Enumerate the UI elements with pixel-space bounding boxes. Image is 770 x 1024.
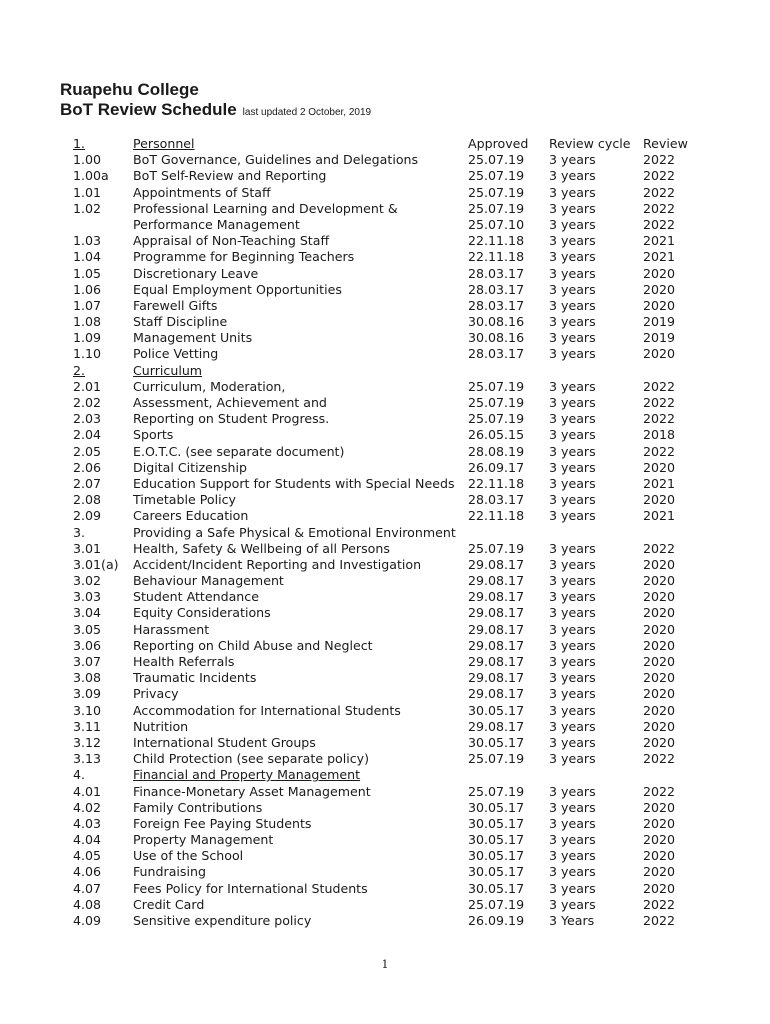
section-header-row — [0, 136, 770, 152]
policy-title: E.O.T.C. (see separate document) — [133, 443, 345, 459]
approved-date: 30.08.16 — [468, 330, 525, 346]
table-row — [0, 314, 770, 330]
table-row — [0, 249, 770, 265]
review-year: 2022 — [643, 443, 676, 459]
table-row — [0, 395, 770, 411]
review-year: 2020 — [643, 281, 676, 297]
review-year: 2020 — [643, 346, 676, 362]
review-year: 2020 — [643, 702, 676, 718]
approved-date: 30.05.17 — [468, 815, 525, 831]
approved-date: 25.07.19 — [468, 411, 525, 427]
item-number: 1.03 — [73, 233, 102, 249]
table-row — [0, 152, 770, 168]
policy-title: Credit Card — [133, 896, 205, 912]
review-cycle: 3 years — [549, 815, 596, 831]
review-cycle: Review cycle — [549, 136, 631, 151]
policy-title: Property Management — [133, 832, 274, 848]
review-year: 2020 — [643, 848, 676, 864]
review-cycle: 3 years — [549, 654, 596, 669]
approved-date: 29.08.17 — [468, 654, 525, 669]
policy-title: Personnel — [133, 136, 195, 151]
section-header-row — [0, 363, 770, 379]
item-number: 2.01 — [73, 378, 102, 394]
review-cycle: 3 years — [549, 216, 596, 232]
item-number: 2.03 — [73, 411, 102, 427]
review-cycle: 3 years — [549, 265, 596, 281]
approved-date: 28.03.17 — [468, 346, 525, 362]
approved-date: 25.07.19 — [468, 184, 525, 200]
policy-title: Financial and Property Management — [133, 767, 361, 783]
table-row — [0, 719, 770, 735]
policy-title: Performance Management — [133, 216, 300, 232]
review-year: 2020 — [643, 265, 676, 281]
table-row — [0, 476, 770, 492]
approved-date: 30.05.17 — [468, 864, 525, 880]
review-year: 2022 — [643, 913, 676, 928]
approved-date: 30.05.17 — [468, 832, 525, 848]
review-year: 2021 — [643, 249, 676, 265]
table-row — [0, 897, 770, 913]
item-number: 3.01(a) — [73, 556, 119, 572]
review-cycle: 3 years — [549, 573, 596, 589]
review-year: 2022 — [643, 152, 676, 168]
policy-title: Sensitive expenditure policy — [133, 913, 312, 928]
item-number: 4.08 — [73, 896, 102, 912]
approved-date: Approved — [468, 136, 529, 151]
policy-title: International Student Groups — [133, 734, 316, 750]
review-year: 2020 — [643, 492, 676, 508]
review-cycle: 3 years — [549, 556, 596, 572]
review-cycle: 3 years — [549, 718, 596, 734]
review-cycle: 3 years — [549, 637, 596, 653]
review-cycle: 3 years — [549, 589, 596, 605]
approved-date: 29.08.17 — [468, 637, 525, 653]
review-cycle: 3 years — [549, 395, 596, 410]
section-header-row — [0, 767, 770, 783]
policy-title: Digital Citizenship — [133, 459, 247, 475]
item-number: 3.02 — [73, 573, 102, 589]
table-row — [0, 492, 770, 508]
policy-title: Use of the School — [133, 848, 244, 864]
item-number: 1.04 — [73, 249, 102, 265]
item-number: 3.07 — [73, 654, 102, 669]
approved-date: 29.08.17 — [468, 670, 525, 686]
item-number: 3.09 — [73, 686, 102, 702]
table-row — [0, 605, 770, 621]
review-cycle: 3 years — [549, 184, 596, 200]
review-year: 2021 — [643, 475, 676, 491]
item-number: 1.01 — [73, 184, 102, 200]
table-row — [0, 444, 770, 460]
last-updated: last updated 2 October, 2019 — [242, 107, 372, 118]
page-number: 1 — [381, 958, 389, 971]
item-number: 2. — [73, 362, 86, 378]
approved-date: 22.11.18 — [468, 475, 525, 491]
table-row — [0, 201, 770, 217]
policy-title: Police Vetting — [133, 346, 219, 362]
review-year: 2020 — [643, 686, 676, 702]
review-year: 2020 — [643, 621, 676, 637]
item-number: 2.05 — [73, 443, 102, 459]
review-cycle: 3 years — [549, 475, 596, 491]
approved-date: 25.07.19 — [468, 783, 525, 799]
policy-title: Discretionary Leave — [133, 265, 259, 281]
review-cycle: 3 years — [549, 848, 596, 864]
policy-title: Timetable Policy — [133, 492, 236, 508]
policy-title: Privacy — [133, 686, 179, 702]
approved-date: 25.07.19 — [468, 168, 525, 184]
policy-title: Foreign Fee Paying Students — [133, 815, 312, 831]
table-row — [0, 735, 770, 751]
review-year: 2022 — [643, 751, 676, 767]
policy-title: Sports — [133, 427, 174, 443]
review-cycle: 3 years — [549, 799, 596, 815]
policy-title: BoT Self-Review and Reporting — [133, 168, 327, 184]
review-cycle: 3 years — [549, 605, 596, 621]
approved-date: 30.05.17 — [468, 880, 525, 896]
policy-title: Equal Employment Opportunities — [133, 281, 342, 297]
item-number: 4.05 — [73, 848, 102, 864]
table-row — [0, 379, 770, 395]
review-cycle: 3 years — [549, 832, 596, 848]
approved-date: 22.11.18 — [468, 233, 525, 249]
table-row — [0, 427, 770, 443]
review-year: 2022 — [643, 168, 676, 184]
review-year: 2020 — [643, 459, 676, 475]
table-row — [0, 913, 770, 929]
table-row — [0, 816, 770, 832]
policy-title: Accommodation for International Students — [133, 702, 401, 718]
policy-title: Behaviour Management — [133, 573, 284, 589]
review-year: 2020 — [643, 297, 676, 313]
policy-title: Student Attendance — [133, 589, 259, 605]
table-row — [0, 848, 770, 864]
policy-title: Appraisal of Non-Teaching Staff — [133, 233, 330, 249]
approved-date: 28.03.17 — [468, 492, 525, 508]
item-number: 1.10 — [73, 346, 102, 362]
review-cycle: 3 years — [549, 492, 596, 508]
table-row — [0, 217, 770, 233]
policy-title: Fees Policy for International Students — [133, 880, 368, 896]
review-year: 2020 — [643, 589, 676, 605]
table-row — [0, 670, 770, 686]
item-number: 3.12 — [73, 734, 102, 750]
policy-title: Staff Discipline — [133, 314, 228, 330]
review-year: 2020 — [643, 799, 676, 815]
review-year: 2020 — [643, 637, 676, 653]
table-row — [0, 622, 770, 638]
approved-date: 28.03.17 — [468, 297, 525, 313]
review-cycle: 3 years — [549, 411, 596, 427]
item-number: 3.04 — [73, 605, 102, 621]
review-year: 2019 — [643, 314, 676, 330]
review-year: 2022 — [643, 411, 676, 427]
table-row — [0, 800, 770, 816]
item-number: 4.02 — [73, 799, 102, 815]
policy-title: Education Support for Students with Special Needs — [133, 475, 455, 491]
policy-title: Health, Safety & Wellbeing of all Persons — [133, 540, 390, 556]
table-row — [0, 557, 770, 573]
review-year: 2020 — [643, 556, 676, 572]
review-year: 2021 — [643, 508, 676, 524]
review-cycle: 3 years — [549, 751, 596, 767]
approved-date: 22.11.18 — [468, 249, 525, 265]
review-year: 2020 — [643, 654, 676, 669]
policy-title: Assessment, Achievement and — [133, 395, 327, 410]
item-number: 3.01 — [73, 540, 102, 556]
item-number: 3.11 — [73, 718, 102, 734]
approved-date: 30.05.17 — [468, 734, 525, 750]
review-cycle: 3 years — [549, 297, 596, 313]
approved-date: 29.08.17 — [468, 556, 525, 572]
item-number: 1.02 — [73, 200, 102, 216]
approved-date: 22.11.18 — [468, 508, 525, 524]
review-cycle: 3 years — [549, 200, 596, 216]
item-number: 4.01 — [73, 783, 102, 799]
item-number: 1.00 — [73, 152, 102, 168]
review-year: 2021 — [643, 233, 676, 249]
review-cycle: 3 years — [549, 686, 596, 702]
policy-title: Professional Learning and Development & — [133, 200, 398, 216]
approved-date: 25.07.10 — [468, 216, 525, 232]
policy-title: Equity Considerations — [133, 605, 271, 621]
policy-title: Programme for Beginning Teachers — [133, 249, 355, 265]
review-year: 2020 — [643, 718, 676, 734]
item-number: 1.09 — [73, 330, 102, 346]
item-number: 1. — [73, 136, 86, 151]
item-number: 4.07 — [73, 880, 102, 896]
approved-date: 30.08.16 — [468, 314, 525, 330]
review-cycle: 3 years — [549, 670, 596, 686]
review-year: 2020 — [643, 880, 676, 896]
review-year: 2019 — [643, 330, 676, 346]
approved-date: 25.07.19 — [468, 395, 525, 410]
review-year: 2022 — [643, 378, 676, 394]
review-year: 2018 — [643, 427, 676, 443]
policy-title: Reporting on Student Progress. — [133, 411, 330, 427]
item-number: 4.09 — [73, 913, 102, 928]
review-cycle: 3 years — [549, 443, 596, 459]
table-row — [0, 573, 770, 589]
item-number: 1.05 — [73, 265, 102, 281]
policy-title: Management Units — [133, 330, 253, 346]
review-cycle: 3 years — [549, 168, 596, 184]
item-number: 3.10 — [73, 702, 102, 718]
review-year: 2022 — [643, 896, 676, 912]
approved-date: 29.08.17 — [468, 573, 525, 589]
approved-date: 28.03.17 — [468, 265, 525, 281]
table-row — [0, 881, 770, 897]
review-cycle: 3 years — [549, 249, 596, 265]
review-year: Review — [643, 136, 688, 151]
policy-title: Careers Education — [133, 508, 249, 524]
item-number: 3.13 — [73, 751, 102, 767]
table-row — [0, 541, 770, 557]
table-row — [0, 832, 770, 848]
review-cycle: 3 years — [549, 378, 596, 394]
policy-title: Curriculum — [133, 362, 203, 378]
table-row — [0, 784, 770, 800]
policy-title: Traumatic Incidents — [133, 670, 257, 686]
item-number: 3.06 — [73, 637, 102, 653]
approved-date: 28.03.17 — [468, 281, 525, 297]
review-cycle: 3 years — [549, 427, 596, 443]
policy-title: Curriculum, Moderation, — [133, 378, 286, 394]
approved-date: 30.05.17 — [468, 702, 525, 718]
review-cycle: 3 years — [549, 540, 596, 556]
table-row — [0, 168, 770, 184]
item-number: 1.00a — [73, 168, 109, 184]
review-cycle: 3 years — [549, 880, 596, 896]
table-row — [0, 460, 770, 476]
approved-date: 30.05.17 — [468, 799, 525, 815]
document-heading — [60, 100, 371, 120]
item-number: 3.08 — [73, 670, 102, 686]
review-year: 2022 — [643, 216, 676, 232]
review-year: 2022 — [643, 540, 676, 556]
table-row — [0, 508, 770, 524]
policy-title: Accident/Incident Reporting and Investigation — [133, 556, 422, 572]
section-header-row — [0, 525, 770, 541]
item-number: 2.09 — [73, 508, 102, 524]
approved-date: 29.08.17 — [468, 589, 525, 605]
table-row — [0, 686, 770, 702]
review-cycle: 3 Years — [549, 913, 595, 928]
table-row — [0, 638, 770, 654]
item-number: 2.07 — [73, 475, 102, 491]
review-cycle: 3 years — [549, 330, 596, 346]
approved-date: 26.05.15 — [468, 427, 525, 443]
review-cycle: 3 years — [549, 734, 596, 750]
table-row — [0, 282, 770, 298]
approved-date: 25.07.19 — [468, 896, 525, 912]
review-year: 2020 — [643, 670, 676, 686]
review-cycle: 3 years — [549, 508, 596, 524]
table-row — [0, 330, 770, 346]
item-number: 2.08 — [73, 492, 102, 508]
approved-date: 29.08.17 — [468, 686, 525, 702]
policy-title: Family Contributions — [133, 799, 263, 815]
policy-title: Farewell Gifts — [133, 297, 218, 313]
review-cycle: 3 years — [549, 864, 596, 880]
item-number: 1.07 — [73, 297, 102, 313]
table-row — [0, 589, 770, 605]
policy-title: Reporting on Child Abuse and Neglect — [133, 637, 373, 653]
review-year: 2020 — [643, 815, 676, 831]
review-cycle: 3 years — [549, 702, 596, 718]
approved-date: 26.09.19 — [468, 913, 525, 928]
review-year: 2020 — [643, 605, 676, 621]
item-number: 3. — [73, 524, 86, 540]
review-year: 2022 — [643, 184, 676, 200]
policy-title: Child Protection (see separate policy) — [133, 751, 370, 767]
item-number: 1.08 — [73, 314, 102, 330]
table-row — [0, 864, 770, 880]
heading-text: BoT Review Schedule — [60, 100, 237, 119]
approved-date: 29.08.17 — [468, 621, 525, 637]
item-number: 2.06 — [73, 459, 102, 475]
review-year: 2020 — [643, 864, 676, 880]
table-row — [0, 654, 770, 670]
item-number: 1.06 — [73, 281, 102, 297]
policy-title: Nutrition — [133, 718, 189, 734]
item-number: 2.04 — [73, 427, 102, 443]
review-cycle: 3 years — [549, 152, 596, 168]
approved-date: 25.07.19 — [468, 378, 525, 394]
policy-title: Harassment — [133, 621, 210, 637]
review-year: 2022 — [643, 200, 676, 216]
approved-date: 26.09.17 — [468, 459, 525, 475]
policy-title: Appointments of Staff — [133, 184, 271, 200]
table-row — [0, 185, 770, 201]
policy-title: Providing a Safe Physical & Emotional Environment — [133, 524, 456, 540]
review-cycle: 3 years — [549, 233, 596, 249]
table-row — [0, 751, 770, 767]
item-number: 2.02 — [73, 395, 102, 410]
item-number: 4.04 — [73, 832, 102, 848]
review-cycle: 3 years — [549, 783, 596, 799]
review-cycle: 3 years — [549, 346, 596, 362]
table-row — [0, 298, 770, 314]
approved-date: 30.05.17 — [468, 848, 525, 864]
review-cycle: 3 years — [549, 621, 596, 637]
review-year: 2020 — [643, 734, 676, 750]
review-year: 2022 — [643, 395, 676, 410]
item-number: 3.03 — [73, 589, 102, 605]
approved-date: 25.07.19 — [468, 751, 525, 767]
table-row — [0, 346, 770, 362]
policy-title: BoT Governance, Guidelines and Delegations — [133, 152, 419, 168]
table-row — [0, 703, 770, 719]
review-cycle: 3 years — [549, 459, 596, 475]
review-schedule-table — [0, 136, 770, 929]
table-row — [0, 266, 770, 282]
review-year: 2020 — [643, 832, 676, 848]
review-cycle: 3 years — [549, 281, 596, 297]
review-year: 2020 — [643, 573, 676, 589]
item-number: 4. — [73, 767, 86, 783]
policy-title: Health Referrals — [133, 654, 235, 669]
item-number: 4.03 — [73, 815, 102, 831]
review-year: 2022 — [643, 783, 676, 799]
table-row — [0, 411, 770, 427]
review-cycle: 3 years — [549, 314, 596, 330]
approved-date: 28.08.19 — [468, 443, 525, 459]
approved-date: 29.08.17 — [468, 605, 525, 621]
policy-title: Fundraising — [133, 864, 206, 880]
item-number: 4.06 — [73, 864, 102, 880]
approved-date: 29.08.17 — [468, 718, 525, 734]
policy-title: Finance-Monetary Asset Management — [133, 783, 371, 799]
college-name: Ruapehu College — [60, 80, 199, 99]
approved-date: 25.07.19 — [468, 200, 525, 216]
item-number: 3.05 — [73, 621, 102, 637]
table-row — [0, 233, 770, 249]
approved-date: 25.07.19 — [468, 540, 525, 556]
approved-date: 25.07.19 — [468, 152, 525, 168]
review-cycle: 3 years — [549, 896, 596, 912]
